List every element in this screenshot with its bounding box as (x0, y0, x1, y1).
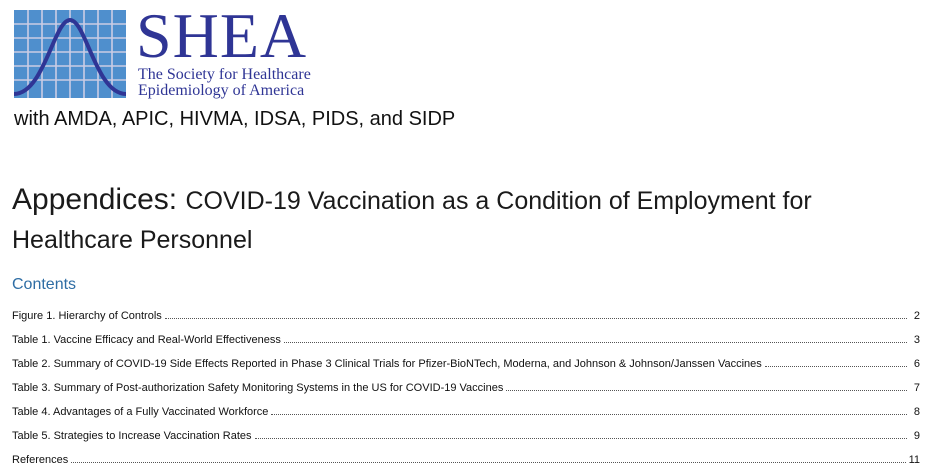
bell-curve-logo-icon (14, 10, 126, 98)
toc-entry-label: Table 3. Summary of Post-authorization Safety Monitoring Systems in the US for COVID-19 Vaccines (12, 382, 504, 394)
toc-dot-leader (284, 341, 907, 343)
toc-entry-page: 6 (913, 358, 920, 370)
toc-entry-label: Table 4. Advantages of a Fully Vaccinated Workforce (12, 406, 269, 418)
title-prefix: Appendices: (12, 183, 178, 216)
toc-entry-label: Table 2. Summary of COVID-19 Side Effects Reported in Phase 3 Clinical Trials for Pfizer-BioNTech, Moderna, and Johnson & Johnson/Janssen Vaccines (12, 358, 762, 370)
toc-entry-page: 3 (913, 334, 920, 346)
toc-entry[interactable] (12, 442, 920, 466)
logo-tagline-line1: The Society for Healthcare (138, 66, 311, 83)
toc-entry-page: 9 (913, 430, 920, 442)
toc-dot-leader (71, 461, 905, 463)
toc-entry[interactable] (12, 298, 920, 322)
toc-entry[interactable] (12, 322, 920, 346)
toc-entry[interactable] (12, 418, 920, 442)
title-line2: Healthcare Personnel (12, 226, 253, 254)
toc-entry[interactable] (12, 370, 920, 394)
contents-heading: Contents (12, 276, 77, 293)
toc-entry-page: 2 (913, 310, 920, 322)
toc-dot-leader (506, 389, 907, 391)
toc-entry-page: 7 (913, 382, 920, 394)
toc-entry-page: 8 (913, 406, 920, 418)
toc-entry-label: Table 5. Strategies to Increase Vaccination Rates (12, 430, 252, 442)
toc-entry-label: Table 1. Vaccine Efficacy and Real-World Effectiveness (12, 334, 281, 346)
toc-entry[interactable] (12, 346, 920, 370)
logo-tagline-line2: Epidemiology of America (138, 82, 305, 99)
title-line1: COVID-19 Vaccination as a Condition of Employment for (185, 187, 812, 215)
toc-dot-leader (271, 413, 907, 415)
shea-logo (14, 0, 334, 100)
logo-wordmark: SHEA (136, 0, 308, 71)
logo-tagline (138, 67, 311, 99)
table-of-contents (12, 298, 920, 466)
toc-entry-label: Figure 1. Hierarchy of Controls (12, 310, 162, 322)
toc-entry-page: 11 (908, 454, 920, 466)
toc-entry[interactable] (12, 394, 920, 418)
document-title (12, 180, 912, 259)
toc-dot-leader (255, 437, 908, 439)
partner-organizations: with AMDA, APIC, HIVMA, IDSA, PIDS, and SIDP (14, 108, 456, 130)
toc-dot-leader (765, 365, 907, 367)
toc-dot-leader (165, 317, 907, 319)
toc-entry-label: References (12, 454, 69, 466)
